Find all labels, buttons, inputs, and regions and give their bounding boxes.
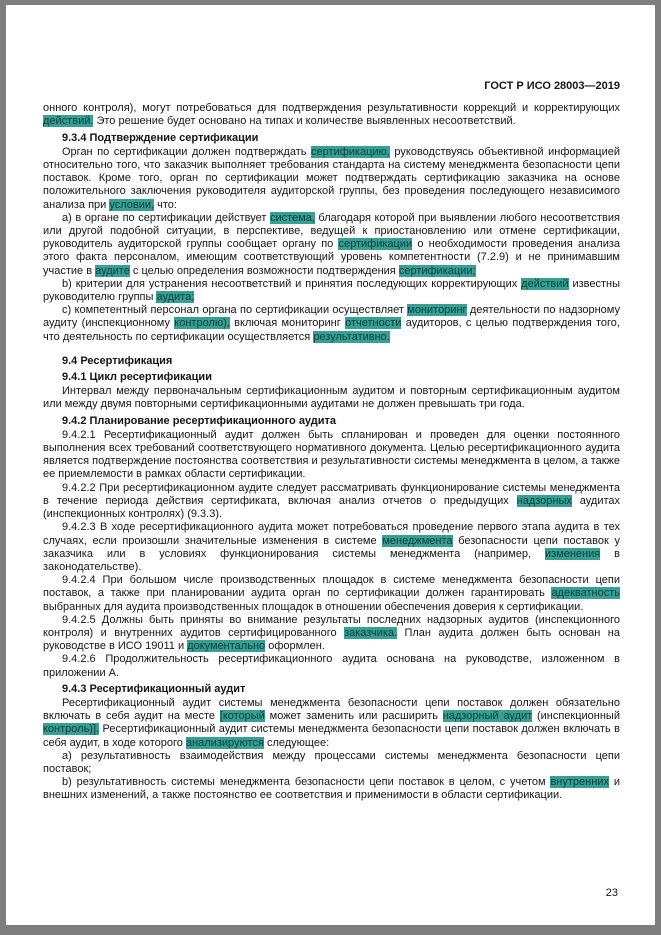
highlight: мониторинг <box>407 304 467 317</box>
highlight: действий <box>521 277 569 290</box>
page-number: 23 <box>605 886 618 899</box>
paragraph: b) результативность системы менеджмента безопасности цепи поставок в целом, с учетом внутренних и внешних изменений, а также постоянство ее соответствия и применимости в области сертификации. <box>43 776 620 802</box>
highlight: внутренних <box>550 776 609 789</box>
section-heading: 9.4.3 Ресертификационный аудит <box>62 682 246 695</box>
highlight: адекватность <box>551 587 620 600</box>
running-header: ГОСТ Р ИСО 28003—2019 <box>484 80 620 92</box>
highlight: результативно. <box>313 330 390 343</box>
highlight: отчетности <box>345 317 402 330</box>
paragraph: а) в органе по сертификации действует система, благодаря которой при выявлении любого несоответствия или другой подобной ситуации, в перспективе, ведущей к приостановлению или отмене сертификации, руководитель аудиторской группы сообщает органу по сертификации о необходимости проведения анализа этого факта персоналом, имеющим соответствующий уровень компетентности (7.2.9) и не принимавшим участие в аудите с целью определения возможности подтверждения сертификации; <box>43 211 620 277</box>
highlight: аудита; <box>156 291 195 304</box>
highlight: сертификации; <box>398 264 476 277</box>
section-heading: 9.4.1 Цикл ресертификации <box>62 371 212 384</box>
paragraph: онного контроля), могут потребоваться для подтверждения результативности коррекций и корректирующих действий. Это решение будет основано на типах и количестве выявленных несоответствий. <box>43 102 620 128</box>
highlight: контролю), <box>174 317 230 330</box>
highlight: аудите <box>95 264 130 277</box>
highlight: изменения <box>544 547 601 560</box>
highlight: заказчика. <box>344 626 398 639</box>
paragraph: Ресертификационный аудит системы менеджмента безопасности цепи поставок должен обязательно включать в себя аудит на месте [который может заменить или расширить надзорный аудит (инспекционный контроль)]. Ресертификационный аудит системы менеджмента безопасности цепи поставок должен включать в себя аудит, в ходе которого анализируются следующее: <box>43 696 620 749</box>
highlight: [который <box>219 710 265 723</box>
paragraph: Орган по сертификации должен подтверждать сертификацию, руководствуясь объективной информацией относительно того, что заказчик выполняет требования стандарта на систему менеджмента безопасности цепи поставок. Кроме того, орган по сертификации может подтверждать сертификацию заказчика на основе положительного заключения руководителя аудиторской группы, без проведения последующего независимого анализа при условии, что: <box>43 145 621 211</box>
paragraph: 9.4.2.1 Ресертификационный аудит должен быть спланирован и проведен для оценки постоянного выполнения всех требований соответствующего нормативного документа. Целью ресертификационного аудита является подтверждение постоянства соответствия и результативности системы менеджмента в целом, а также ее приемлемости в рамках области сертификации. <box>43 428 620 481</box>
paragraph: а) результативность взаимодействия между процессами системы менеджмента безопасности цепи поставок; <box>43 749 620 775</box>
highlight: система, <box>269 211 315 224</box>
highlight: надзорных <box>516 494 572 507</box>
paragraph: 9.4.2.6 Продолжительность ресертификационного аудита основана на руководстве, изложенном в приложении А. <box>43 653 620 679</box>
highlight: условии, <box>109 198 155 211</box>
highlight: документально <box>187 640 266 653</box>
paragraph: Интервал между первоначальным сертификационным аудитом и повторным сертификационным аудитом или между двумя повторными сертификационными аудитами не должен превышать три года. <box>43 385 620 411</box>
highlight: анализируются <box>185 736 264 749</box>
highlight: надзорный аудит <box>442 710 533 723</box>
section-heading: 9.4 Ресертификация <box>62 354 173 367</box>
document-body <box>43 102 620 802</box>
highlight: сертификации <box>338 238 413 251</box>
highlight: контроль)]. <box>43 723 100 736</box>
paragraph: с) компетентный персонал органа по сертификации осуществляет мониторинг деятельности по надзорному аудиту (инспекционному контролю), включая мониторинг отчетности аудиторов, с целью подтверждения того, что деятельность по сертификации осуществляется результативно. <box>43 304 620 343</box>
document-page <box>6 5 655 925</box>
section-heading: 9.4.2 Планирование ресертификационного аудита <box>62 414 337 427</box>
highlight: действий. <box>43 115 94 128</box>
paragraph: b) критерии для устранения несоответствий и принятия последующих корректирующих действий известны руководителю группы аудита; <box>43 277 620 304</box>
paragraph: 9.4.2.4 При большом числе производственных площадок в системе менеджмента безопасности цепи поставок, а также при планировании аудита орган по сертификации должен гарантировать адекватность выбранных для аудита производственных площадок в отношении обеспечения доверия к сертификации. <box>43 574 620 613</box>
paragraph: 9.4.2.5 Должны быть приняты во внимание результаты последних надзорных аудитов (инспекционного контроля) и внутренних аудитов сертифицированного заказчика. План аудита должен быть основан на руководстве в ИСО 19011 и документально оформлен. <box>43 613 620 653</box>
paragraph: 9.4.2.3 В ходе ресертификационного аудита может потребоваться проведение первого этапа аудита в тех случаях, если произошли значительные изменения в системе менеджмента безопасности цепи поставок у заказчика или в условиях функционирования системы менеджмента (например, изменения в законодательстве). <box>43 521 621 573</box>
section-heading: 9.3.4 Подтверждение сертификации <box>62 131 259 144</box>
highlight: сертификацию, <box>311 145 390 158</box>
paragraph: 9.4.2.2 При ресертификационном аудите следует рассматривать функционирование системы менеджмента в течение периода действия сертификата, включая анализ отчетов о предыдущих надзорных аудитах (инспекционных контролях) (9.3.3). <box>43 481 620 521</box>
highlight: менеджмента <box>382 534 453 547</box>
